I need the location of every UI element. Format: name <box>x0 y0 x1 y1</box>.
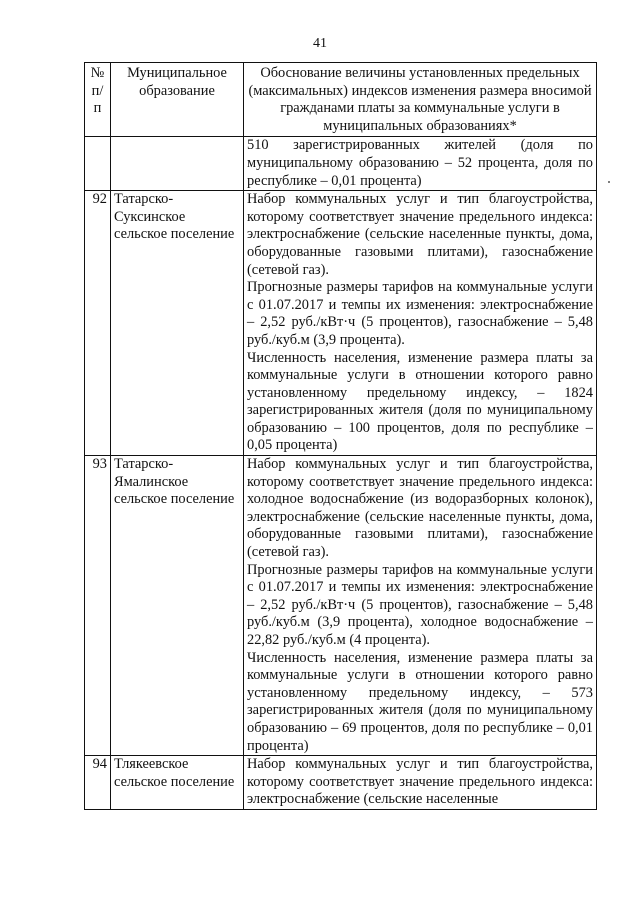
municipality-name-line: сельское поселение <box>114 226 235 243</box>
table-row <box>85 756 597 810</box>
justification-paragraph: Численность населения, изменение размера платы за коммунальные услуги в отношении которого равно установленному предельному индексу, – 1824 зарегистрированных жителя (доля по муниципальному образованию – 100 процентов, доля по республике – 0,05 процента) <box>247 349 593 454</box>
table-row <box>85 191 597 456</box>
justification-paragraph: 510 зарегистрированных жителей (доля по муниципальному образованию – 52 процента, доля по республике – 0,01 процента) <box>247 137 593 189</box>
justification-cell <box>244 456 597 756</box>
page-number: 41 <box>313 36 327 51</box>
header-municipality: Муниципальное образование <box>111 63 244 137</box>
header-num: № п/п <box>85 63 111 137</box>
justification-paragraph: Набор коммунальных услуг и тип благоустройства, которому соответствует значение предельного индекса: электроснабжение (сельские населенные пункты, дома, оборудованные газовыми плитами), газоснабжение (сетевой газ). <box>247 191 593 278</box>
justification-paragraph: Численность населения, изменение размера платы за коммунальные услуги в отношении которого равно установленному предельному индексу, – 573 зарегистрированных жителя (доля по муниципальному образованию – 69 процентов, доля по республике – 0,01 процента) <box>247 649 593 754</box>
municipality-cell <box>111 756 244 810</box>
municipality-name-line: сельское поселение <box>114 491 235 508</box>
margin-mark <box>608 181 610 183</box>
municipality-name-line: Татарско- <box>114 456 174 473</box>
municipality-name-line: Татарско- <box>114 191 174 208</box>
table-row <box>85 456 597 756</box>
table-row-continuation <box>85 137 597 191</box>
tariff-justification-table <box>84 62 597 810</box>
row-number: 93 <box>85 456 111 756</box>
justification-cell <box>244 191 597 456</box>
num-cell <box>85 137 111 191</box>
justification-cell <box>244 137 597 191</box>
municipality-cell <box>111 137 244 191</box>
row-number: 92 <box>85 191 111 456</box>
justification-paragraph: Прогнозные размеры тарифов на коммунальные услуги с 01.07.2017 и темпы их изменения: электроснабжение – 2,52 руб./кВт·ч (5 процентов), газоснабжение – 5,48 руб./куб.м (3,9 процента). <box>247 279 593 348</box>
justification-paragraph: Прогнозные размеры тарифов на коммунальные услуги с 01.07.2017 и темпы их изменения: электроснабжение – 2,52 руб./кВт·ч (5 процентов), газоснабжение – 5,48 руб./куб.м (3,9 процента), холодное водоснабжение – 22,82 руб./куб.м (4 процента). <box>247 561 593 648</box>
municipality-cell <box>111 456 244 756</box>
municipality-name-line: сельское поселение <box>114 773 235 790</box>
row-number: 94 <box>85 756 111 810</box>
municipality-name-line: Суксинское <box>114 208 186 225</box>
justification-paragraph: Набор коммунальных услуг и тип благоустройства, которому соответствует значение предельного индекса: электроснабжение (сельские населенные <box>247 756 593 808</box>
justification-cell <box>244 756 597 810</box>
municipality-name-line: Ямалинское <box>114 473 189 490</box>
municipality-cell <box>111 191 244 456</box>
header-justification: Обоснование величины установленных предельных (максимальных) индексов изменения размера вносимой гражданами платы за коммунальные услуги в муниципальных образованиях* <box>244 63 597 137</box>
table-header-row <box>85 63 597 137</box>
municipality-name-line: Тлякеевское <box>114 756 189 773</box>
justification-paragraph: Набор коммунальных услуг и тип благоустройства, которому соответствует значение предельного индекса: холодное водоснабжение (из водоразборных колонок), электроснабжение (сельские населенные пункты, дома, оборудованные газовыми плитами), газоснабжение (сетевой газ). <box>247 456 593 561</box>
